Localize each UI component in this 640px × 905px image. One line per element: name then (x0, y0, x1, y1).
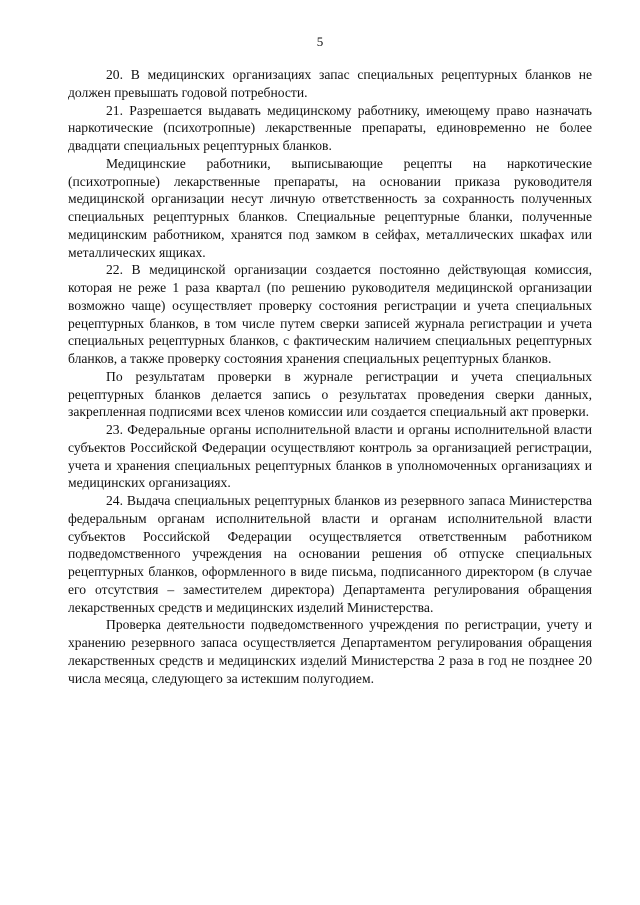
paragraph-23: 23. Федеральные органы исполнительной власти и органы исполнительной власти субъектов Российской Федерации осуществляют контроль за организацией регистрации, учета и хранения специальных рецептурных бланков в уполномоченных организациях и медицинских организациях. (68, 422, 592, 491)
paragraph-24: 24. Выдача специальных рецептурных бланков из резервного запаса Министерства федеральным органам исполнительной власти и органам исполнительной власти субъектов Российской Федерации осуществляется ответственным работником подведомственного учреждения на основании решения об отпуске специальных рецептурных бланков, оформленного в виде письма, подписанного директором (в случае его отсутствия – заместителем директора) Департамента регулирования обращения лекарственных средств и медицинских изделий Министерства. (68, 493, 592, 615)
paragraph-22-results: По результатам проверки в журнале регистрации и учета специальных рецептурных бланков делается запись о результатах проведения сверки данных, закрепленная подписями всех членов комиссии или создается специальный акт проверки. (68, 368, 592, 420)
paragraph-20: 20. В медицинских организациях запас специальных рецептурных бланков не должен превышать годовой потребности. (68, 67, 592, 100)
document-body (68, 66, 592, 687)
page-number: 5 (316, 34, 324, 49)
paragraph-21: 21. Разрешается выдавать медицинскому работнику, имеющему право назначать наркотические (психотропные) лекарственные препараты, единовременно не более двадцати специальных рецептурных бланков. (68, 102, 592, 153)
paragraph-22: 22. В медицинской организации создается постоянно действующая комиссия, которая не реже 1 раза квартал (по решению руководителя медицинской организации возможно чаще) осуществляет проверку состояния регистрации и учета специальных рецептурных бланков, в том числе путем сверки записей журнала регистрации и учета специальных рецептурных бланков, с фактическим наличием специальных рецептурных бланков, а также проверку состояния хранения специальных рецептурных бланков. (68, 262, 592, 366)
paragraph-21-storage: Медицинские работники, выписывающие рецепты на наркотические (психотропные) лекарственные препараты, на основании приказа руководителя медицинской организации несут личную ответственность за сохранность полученных специальных рецептурных бланков. Специальные рецептурные бланки, полученные медицинским работником, хранятся под замком в сейфах, металлических шкафах или металлических ящиках. (68, 155, 592, 260)
paragraph-24-check: Проверка деятельности подведомственного учреждения по регистрации, учету и хранению резервного запаса осуществляется Департаментом регулирования обращения лекарственных средств и медицинских изделий Министерства 2 раза в год не позднее 20 числа месяца, следующего за истекшим полугодием. (68, 617, 592, 686)
